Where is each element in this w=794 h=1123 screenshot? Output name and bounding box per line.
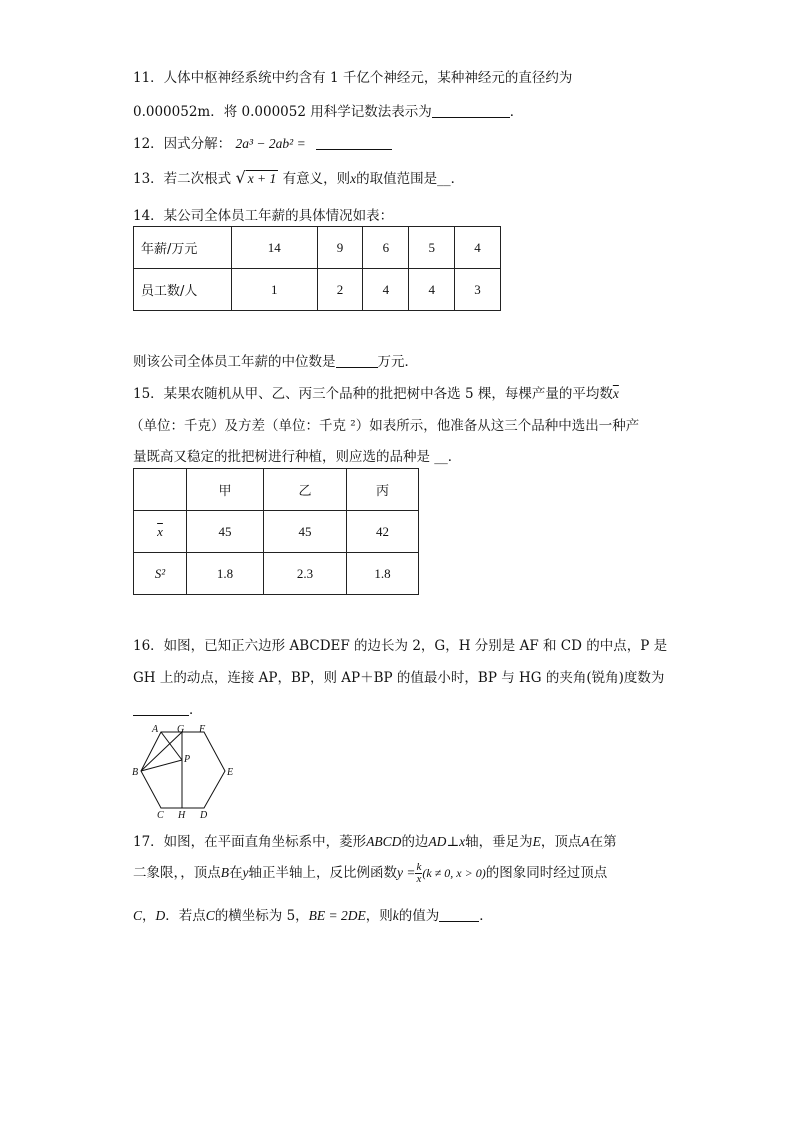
square-root: √ x + 1 xyxy=(235,168,277,187)
label-D: D xyxy=(200,810,208,820)
hexagon-lines xyxy=(141,732,225,808)
answer-blank[interactable] xyxy=(439,909,479,922)
column-header: 甲 xyxy=(187,469,264,511)
label-A: A xyxy=(152,724,159,735)
q16-line3 xyxy=(133,698,203,718)
q12-expression: 2a³ − 2ab² = xyxy=(235,136,306,151)
q11-line2-end: ． xyxy=(509,104,524,120)
table-cell: 2.3 xyxy=(264,553,347,595)
q13-post: 的取值范围是__． xyxy=(356,171,465,187)
column-header: 乙 xyxy=(264,469,347,511)
table-row xyxy=(134,469,419,511)
q17-text: 在第 xyxy=(589,834,617,850)
segment-AP xyxy=(161,732,182,760)
q11-line2 xyxy=(133,100,523,120)
q17-text: 轴正半轴上，反比例函数 xyxy=(248,865,397,881)
table-cell: 14 xyxy=(232,227,318,269)
q17-math: ⊥ xyxy=(446,834,460,850)
table-cell: 4 xyxy=(363,269,409,311)
q17-text: ， xyxy=(142,908,156,924)
table-cell: 1.8 xyxy=(187,553,264,595)
table-cell: 6 xyxy=(363,227,409,269)
table-row xyxy=(134,227,501,269)
table-cell: 1.8 xyxy=(347,553,419,595)
label-E: E xyxy=(227,767,234,778)
answer-blank[interactable] xyxy=(133,703,189,716)
table-row xyxy=(134,269,501,311)
hexagon-outline xyxy=(141,732,225,808)
q15-line3: 量既高又稳定的批把树进行种植，则应选的品种是 __． xyxy=(133,449,462,465)
table-corner xyxy=(134,469,187,511)
label-P: P xyxy=(184,754,191,765)
answer-blank[interactable] xyxy=(336,355,378,368)
q13-mid: 有意义，则 xyxy=(282,171,351,187)
q14-after-text: 则该公司全体员工年薪的中位数是 xyxy=(133,354,336,370)
q17-text: 轴，垂足为 xyxy=(465,834,533,850)
q17-math: ABCD xyxy=(366,834,402,849)
label-C: C xyxy=(157,810,164,820)
q17-line1 xyxy=(133,830,617,850)
table-cell: 4 xyxy=(455,227,501,269)
q17-math: y = xyxy=(397,865,416,880)
label-B: B xyxy=(132,767,139,778)
table-cell: 2 xyxy=(317,269,363,311)
variety-table xyxy=(133,468,419,595)
table-cell: 5 xyxy=(409,227,455,269)
table-cell: 45 xyxy=(187,511,264,553)
q17-math: AD xyxy=(428,834,447,849)
hexagon-figure xyxy=(130,724,250,820)
table-cell: 9 xyxy=(317,227,363,269)
q16-line2: GH 上的动点，连接 AP，BP，则 AP＋BP 的值最小时，BP 与 HG 的夹角(锐角)度数为 xyxy=(133,670,665,686)
q17-text: 的横坐标为 5， xyxy=(214,908,309,924)
q17-math: (k ≠ 0, x > 0) xyxy=(422,866,486,880)
q17-text: 在 xyxy=(229,865,243,881)
row-header: 年薪/万元 xyxy=(134,227,232,269)
q17-math: D xyxy=(155,908,166,923)
q17-math: A xyxy=(581,834,590,849)
table-cell: 4 xyxy=(409,269,455,311)
q17-text: ，则 xyxy=(365,908,393,924)
q17-text: ，顶点 xyxy=(540,834,582,850)
fraction-numerator: k xyxy=(416,861,422,873)
q17-math: k xyxy=(392,908,399,923)
row-header: $\overline{x}$ xyxy=(134,511,187,553)
table-cell: 42 xyxy=(347,511,419,553)
q11-line2-text: 0.000052m．将 0.000052 用科学记数法表示为 xyxy=(133,104,432,120)
answer-blank[interactable] xyxy=(432,105,510,118)
table-cell: 1 xyxy=(232,269,318,311)
q13-line xyxy=(133,167,464,187)
q17-text: 的边 xyxy=(401,834,429,850)
table-row xyxy=(134,553,419,595)
q17-math: x xyxy=(459,834,466,849)
q13-pre: 13．若二次根式 xyxy=(133,171,232,187)
q17-text: 17．如图，在平面直角坐标系中，菱形 xyxy=(133,834,367,850)
q15-line2: （单位：千克）及方差（单位：千克 ²）如表所示，他准备从这三个品种中选出一种产 xyxy=(130,418,640,434)
row-header: S² xyxy=(134,553,187,595)
q16-line1: 16．如图，已知正六边形 ABCDEF 的边长为 2，G，H 分别是 AF 和 CD 的中点，P 是 xyxy=(133,638,668,654)
column-header: 丙 xyxy=(347,469,419,511)
q13-radicand: x + 1 xyxy=(247,171,277,186)
q11-line1: 11．人体中枢神经系统中约含有 1 千亿个神经元，某种神经元的直径约为 xyxy=(133,70,573,86)
label-F: F xyxy=(199,724,206,735)
q17-math: BE = 2DE xyxy=(308,908,366,923)
q17-math: C xyxy=(205,908,215,923)
q14-after xyxy=(133,350,418,370)
q17-math: y xyxy=(242,865,249,880)
label-G: G xyxy=(177,724,185,735)
q14-intro: 14．某公司全体员工年薪的具体情况如表： xyxy=(133,208,394,224)
q16-line3-end: ． xyxy=(189,702,203,718)
q12-label: 12．因式分解： xyxy=(133,136,232,152)
q17-text: 的图象同时经过顶点 xyxy=(485,865,608,881)
row-header: 员工数/人 xyxy=(134,269,232,311)
q17-math: C xyxy=(133,908,143,923)
q14-after-end: 万元． xyxy=(377,354,418,370)
q17-line2 xyxy=(133,862,607,885)
q17-text: ． xyxy=(479,908,493,924)
q12-line xyxy=(133,132,392,152)
q17-text: ．若点 xyxy=(165,908,206,924)
mean-symbol: $\overline{x}$ xyxy=(612,386,619,401)
q15-line1 xyxy=(133,382,619,402)
q17-line3 xyxy=(133,904,493,924)
q17-text: 二象限，，顶点 xyxy=(133,865,221,881)
q15-line1-text: 15．某果农随机从甲、乙、丙三个品种的批把树中各选 5 棵，每棵产量的平均数 xyxy=(133,386,613,402)
salary-table xyxy=(133,226,501,311)
label-H: H xyxy=(178,810,186,820)
table-row xyxy=(134,511,419,553)
table-cell: 3 xyxy=(455,269,501,311)
fraction-denominator: x xyxy=(416,873,422,885)
q17-text: 的值为 xyxy=(398,908,440,924)
answer-blank[interactable] xyxy=(316,137,392,150)
q17-math: B xyxy=(220,865,229,880)
table-cell: 45 xyxy=(264,511,347,553)
q17-math: E xyxy=(532,834,541,849)
q13-var: x xyxy=(350,171,357,186)
